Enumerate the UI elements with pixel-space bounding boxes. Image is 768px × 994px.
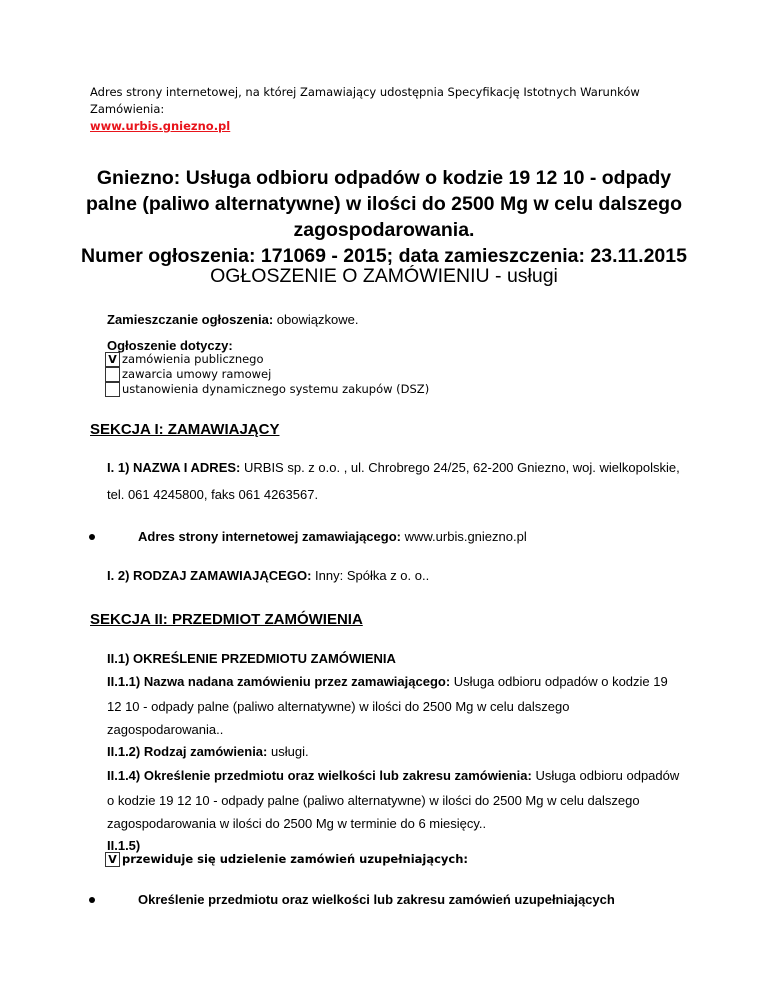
publication-label: Zamieszczanie ogłoszenia: [107, 312, 274, 327]
intro-line-2: Zamówienia: [90, 102, 165, 116]
supplementary-label: II.1.5) [107, 838, 141, 853]
intro-text [90, 84, 640, 135]
option-label: zamówienia publicznego [122, 352, 264, 366]
subject-subheading: II.1) OKREŚLENIE PRZEDMIOTU ZAMÓWIENIA [107, 651, 396, 666]
contract-scope-line-2: o kodzie 19 12 10 - odpady palne (paliwo alternatywne) w ilości do 2500 Mg w celu dalszego [107, 793, 640, 808]
concerns-label: Ogłoszenie dotyczy: [107, 338, 233, 353]
contract-name-value: Usługa odbioru odpadów o kodzie 19 [453, 674, 668, 689]
contract-name-row [107, 673, 668, 691]
checkbox-public-contract[interactable]: V [105, 352, 120, 367]
option-dsz [105, 382, 429, 397]
contract-name-line-2: 12 10 - odpady palne (paliwo alternatywne) w ilości do 2500 Mg w celu dalszego [107, 699, 570, 714]
intro-line-1: Adres strony internetowej, na której Zamawiający udostępnia Specyfikację Istotnych Warunków [90, 85, 640, 99]
contract-kind-label: II.1.2) Rodzaj zamówienia: [107, 744, 268, 759]
authority-type-label: I. 2) RODZAJ ZAMAWIAJĄCEGO: [107, 568, 312, 583]
title-line-3: zagospodarowania. [293, 219, 475, 241]
contract-name-line-3: zagospodarowania.. [107, 722, 224, 737]
contract-kind-value: usługi. [271, 744, 309, 759]
bullet-icon [89, 534, 95, 540]
bullet-icon [89, 897, 95, 903]
website-label: Adres strony internetowej zamawiającego: [138, 529, 401, 544]
notice-title [0, 165, 768, 269]
section-1-heading: SEKCJA I: ZAMAWIAJĄCY [90, 421, 280, 438]
option-framework-agreement [105, 367, 429, 382]
authority-type-value: Inny: Spółka z o. o.. [315, 568, 430, 583]
name-address-label: I. 1) NAZWA I ADRES: [107, 460, 241, 475]
authority-type-row [107, 567, 429, 585]
title-line-4: Numer ogłoszenia: 171069 - 2015; data zamieszczenia: 23.11.2015 [81, 245, 687, 267]
option-public-contract [105, 352, 429, 367]
concerns-options [105, 352, 429, 397]
publication-row [107, 311, 358, 329]
section-2-heading: SEKCJA II: PRZEDMIOT ZAMÓWIENIA [90, 611, 363, 628]
supplementary-scope-heading: Określenie przedmiotu oraz wielkości lub zakresu zamówień uzupełniających [138, 892, 615, 907]
contract-scope-label: II.1.4) Określenie przedmiotu oraz wielkości lub zakresu zamówienia: [107, 768, 532, 783]
notice-subtitle: OGŁOSZENIE O ZAMÓWIENIU - usługi [210, 265, 558, 287]
phone-fax: tel. 061 4245800, faks 061 4263567. [107, 487, 319, 502]
contract-kind-row [107, 743, 309, 761]
authority-website-row [138, 528, 527, 546]
title-line-2: palne (paliwo alternatywne) w ilości do 2500 Mg w celu dalszego [86, 193, 682, 215]
name-address-value: URBIS sp. z o.o. , ul. Chrobrego 24/25, 62-200 Gniezno, woj. wielkopolskie, [244, 460, 680, 475]
contract-name-label: II.1.1) Nazwa nadana zamówieniu przez zamawiającego: [107, 674, 451, 689]
title-line-1: Gniezno: Usługa odbioru odpadów o kodzie 19 12 10 - odpady [96, 167, 672, 189]
contract-scope-row [107, 767, 679, 785]
authority-website-link[interactable]: www.urbis.gniezno.pl [404, 529, 527, 544]
supplementary-text: przewiduje się udzielenie zamówień uzupełniających: [122, 852, 469, 866]
contract-scope-value: Usługa odbioru odpadów [535, 768, 680, 783]
publication-value: obowiązkowe. [276, 312, 359, 327]
contracting-authority-name [107, 459, 680, 477]
contract-scope-line-3: zagospodarowania w ilości do 2500 Mg w terminie do 6 miesięcy.. [107, 816, 487, 831]
siwz-url-link[interactable]: www.urbis.gniezno.pl [90, 119, 231, 133]
option-label: ustanowienia dynamicznego systemu zakupów (DSZ) [122, 382, 430, 396]
checkbox-dsz[interactable] [105, 382, 120, 397]
checkbox-framework-agreement[interactable] [105, 367, 120, 382]
checkbox-supplementary[interactable]: V [105, 852, 120, 867]
supplementary-row [105, 852, 468, 867]
option-label: zawarcia umowy ramowej [122, 367, 272, 381]
